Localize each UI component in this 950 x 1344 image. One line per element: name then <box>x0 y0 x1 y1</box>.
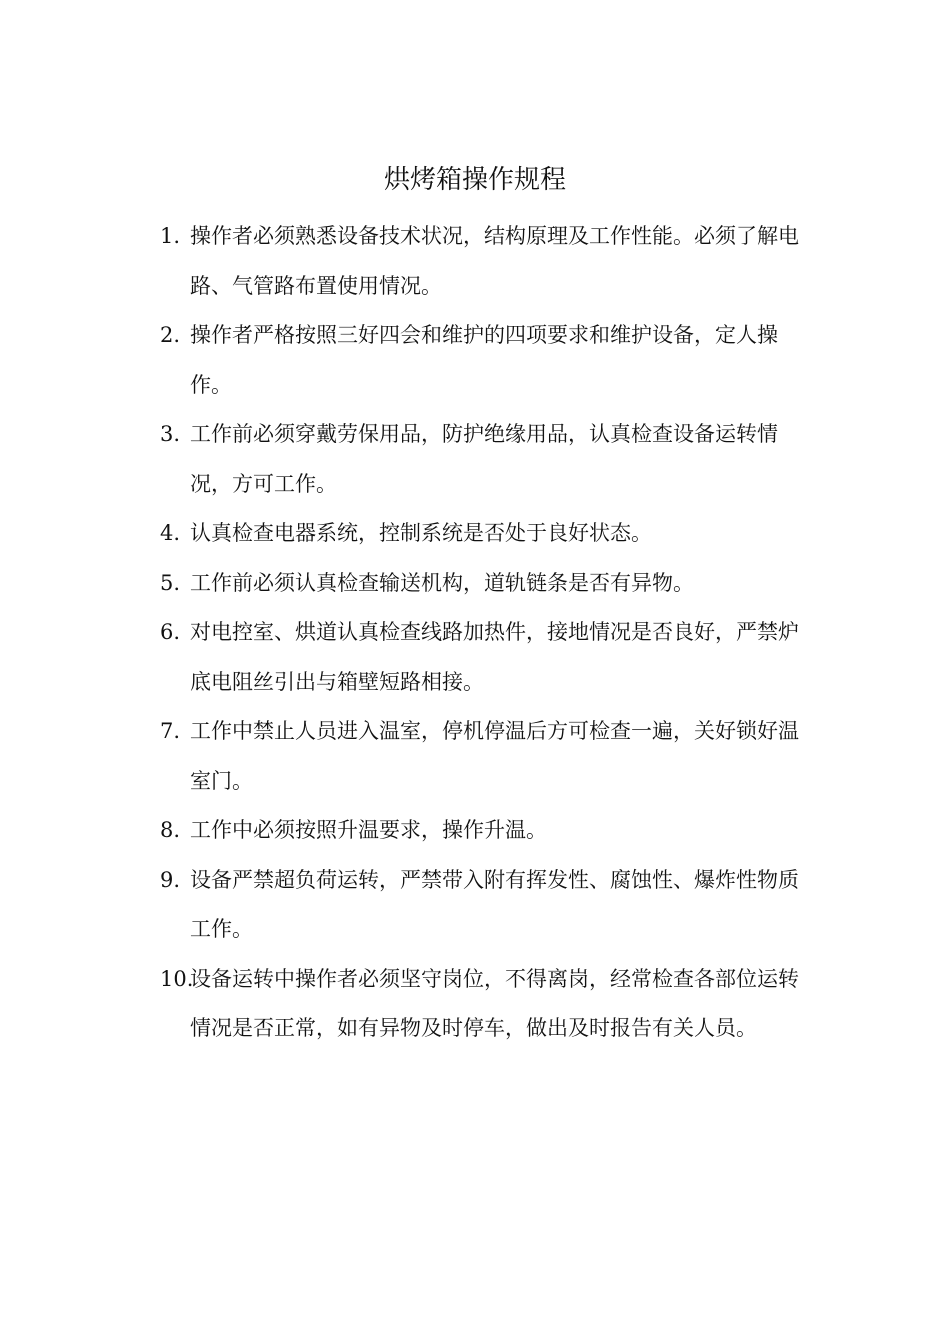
item-text: 工作前必须穿戴劳保用品，防护绝缘用品，认真检查设备运转情况，方可工作。 <box>190 422 778 496</box>
item-number: 4. <box>160 521 181 545</box>
item-number: 1. <box>160 224 181 248</box>
item-number: 10. <box>160 966 194 991</box>
procedure-list <box>160 212 810 1054</box>
item-text: 工作前必须认真检查输送机构，道轨链条是否有异物。 <box>190 570 694 595</box>
list-item <box>160 509 810 559</box>
item-number: 8. <box>160 818 181 842</box>
list-item <box>160 608 810 707</box>
item-text: 认真检查电器系统，控制系统是否处于良好状态。 <box>190 521 652 545</box>
list-item <box>160 806 810 856</box>
item-text: 操作者严格按照三好四会和维护的四项要求和维护设备，定人操作。 <box>190 323 778 397</box>
list-item <box>160 410 810 509</box>
document-title: 烘烤箱操作规程 <box>383 165 566 195</box>
list-item <box>160 955 810 1054</box>
item-number: 6. <box>160 620 181 644</box>
list-item <box>160 856 810 955</box>
list-item <box>160 559 810 609</box>
item-text: 工作中必须按照升温要求，操作升温。 <box>190 818 547 842</box>
item-text: 操作者必须熟悉设备技术状况，结构原理及工作性能。必须了解电路、气管路布置使用情况。 <box>190 224 799 298</box>
list-item <box>160 311 810 410</box>
item-number: 3. <box>160 422 181 446</box>
item-text: 设备运转中操作者必须坚守岗位，不得离岗，经常检查各部位运转情况是否正常，如有异物及时停车，做出及时报告有关人员。 <box>190 966 799 1040</box>
item-number: 7. <box>160 719 181 743</box>
item-text: 设备严禁超负荷运转，严禁带入附有挥发性、腐蚀性、爆炸性物质工作。 <box>190 867 799 941</box>
list-item <box>160 212 810 311</box>
item-number: 5. <box>160 570 181 595</box>
item-text: 对电控室、烘道认真检查线路加热件，接地情况是否良好，严禁炉底电阻丝引出与箱壁短路相接。 <box>190 620 799 694</box>
item-text: 工作中禁止人员进入温室，停机停温后方可检查一遍，关好锁好温室门。 <box>190 719 799 793</box>
list-item <box>160 707 810 806</box>
item-number: 2. <box>160 323 181 347</box>
item-number: 9. <box>160 867 181 892</box>
